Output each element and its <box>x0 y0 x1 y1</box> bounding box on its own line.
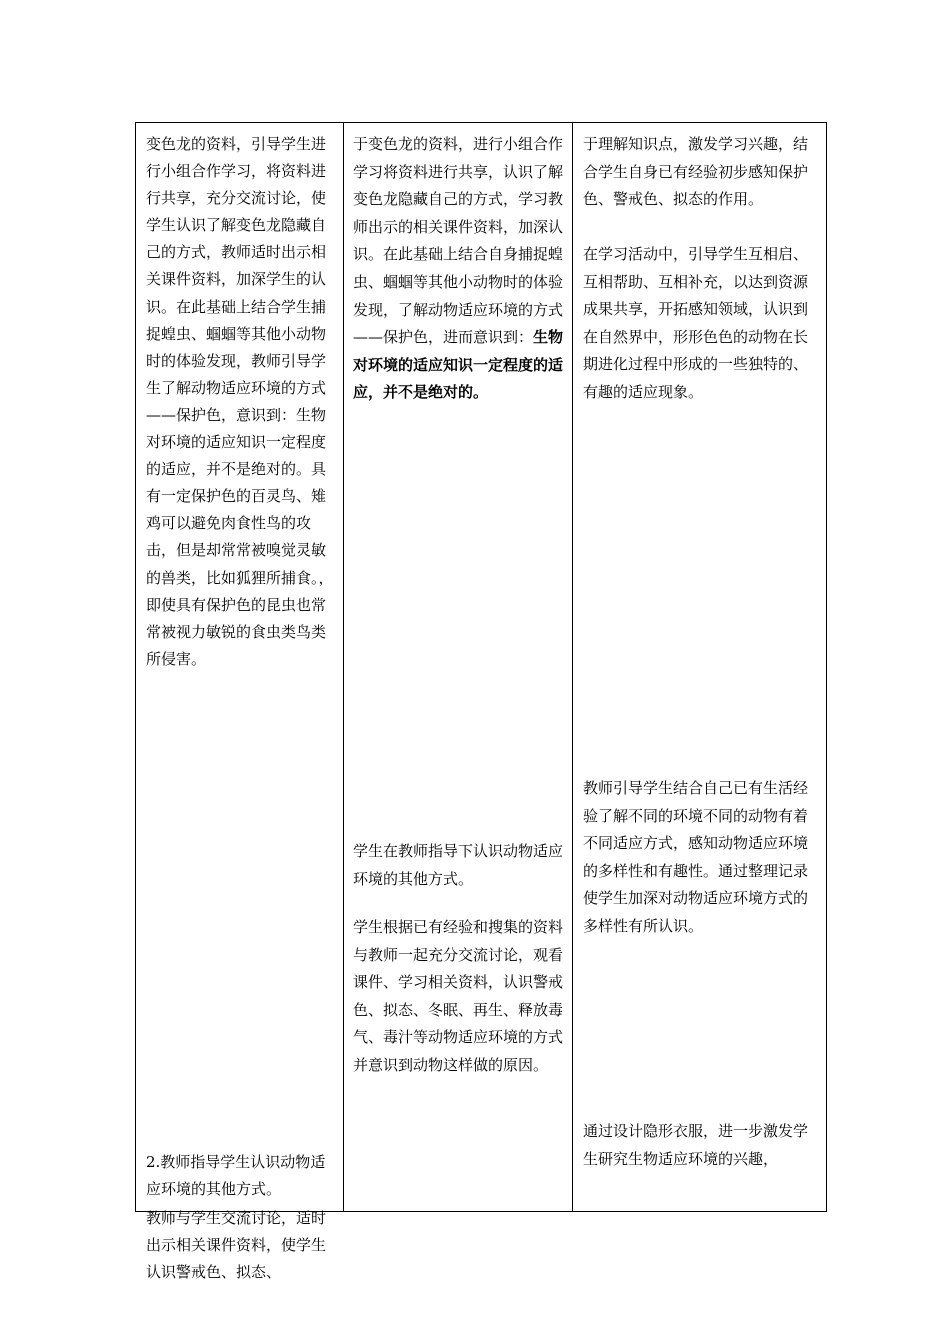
teacher-activity-column <box>136 123 344 1282</box>
teacher-activity-paragraph-2: 2.教师指导学生认识动物适应环境的其他方式。 <box>146 1153 326 1199</box>
design-intent-column <box>573 123 826 1211</box>
teacher-activity-paragraph-3: 教师与学生交流讨论，适时出示相关课件资料，使学生认识警戒色、拟态、 <box>146 1209 327 1282</box>
lesson-plan-table <box>135 122 827 1282</box>
design-intent-paragraph-2: 在学习活动中，引导学生互相启、互相帮助、互相补充，以达到资源成果共享，开拓感知领域，认识到在自然界中，形形色色的动物在长期进化过程中形成的一些独特的、有趣的适应现象。 <box>583 245 809 401</box>
design-intent-paragraph-1: 于理解知识点，激发学习兴趣，结合学生自身已有经验初步感知保护色、警戒色、拟态的作用。 <box>583 135 809 209</box>
design-intent-paragraph-3: 教师引导学生结合自己已有生活经验了解不同的环境不同的动物有着不同适应方式，感知动物适应环境的多样性和有趣性。通过整理记录使学生加深对动物适应环境方式的多样性有所认识。 <box>583 779 809 935</box>
student-activity-column <box>344 123 573 1211</box>
student-activity-paragraph-3: 学生根据已有经验和搜集的资料与教师一起充分交流讨论，观看课件、学习相关资料，认识警戒色、拟态、冬眠、再生、释放毒气、毒汁等动物适应环境的方式并意识到动物这样做的原因。 <box>353 918 564 1074</box>
student-activity-text: 于变色龙的资料，进行小组合作学习将资料进行共享，认识了解变色龙隐藏自己的方式，学习教师出示的相关课件资料，加深认识。在此基础上结合自身捕捉蝗虫、蝈蝈等其他小动物时的体验发现，了解动物适应环境的方式——保护色，进而意识到： <box>353 135 564 347</box>
student-activity-paragraph-1 <box>353 131 564 407</box>
student-activity-paragraph-2: 学生在教师指导下认识动物适应环境的其他方式。 <box>353 842 564 888</box>
design-intent-paragraph-4: 通过设计隐形衣服，进一步激发学生研究生物适应环境的兴趣， <box>583 1122 809 1168</box>
student-activity-bold-conclusion: 生物对环境的适应知识一定程度的适应，并不是绝对的。 <box>353 328 564 402</box>
teacher-activity-paragraph-1: 变色龙的资料，引导学生进行小组合作学习，将资料进行共享，充分交流讨论，使学生认识了解变色龙隐藏自己的方式，教师适时出示相关课件资料，加深学生的认识。在此基础上结合学生捕捉蝗虫、蝈蝈等其他小动物时的体验发现，教师引导学生了解动物适应环境的方式——保护色，意识到：生物对环境的适应知识一定程度的适应，并不是绝对的。具有一定保护色的百灵鸟、雉鸡可以避免肉食性鸟的攻击，但是却常常被嗅觉灵敏的兽类，比如狐狸所捕食。，即使具有保护色的昆虫也常常被视力敏锐的食虫类鸟类所侵害。 <box>146 135 334 668</box>
